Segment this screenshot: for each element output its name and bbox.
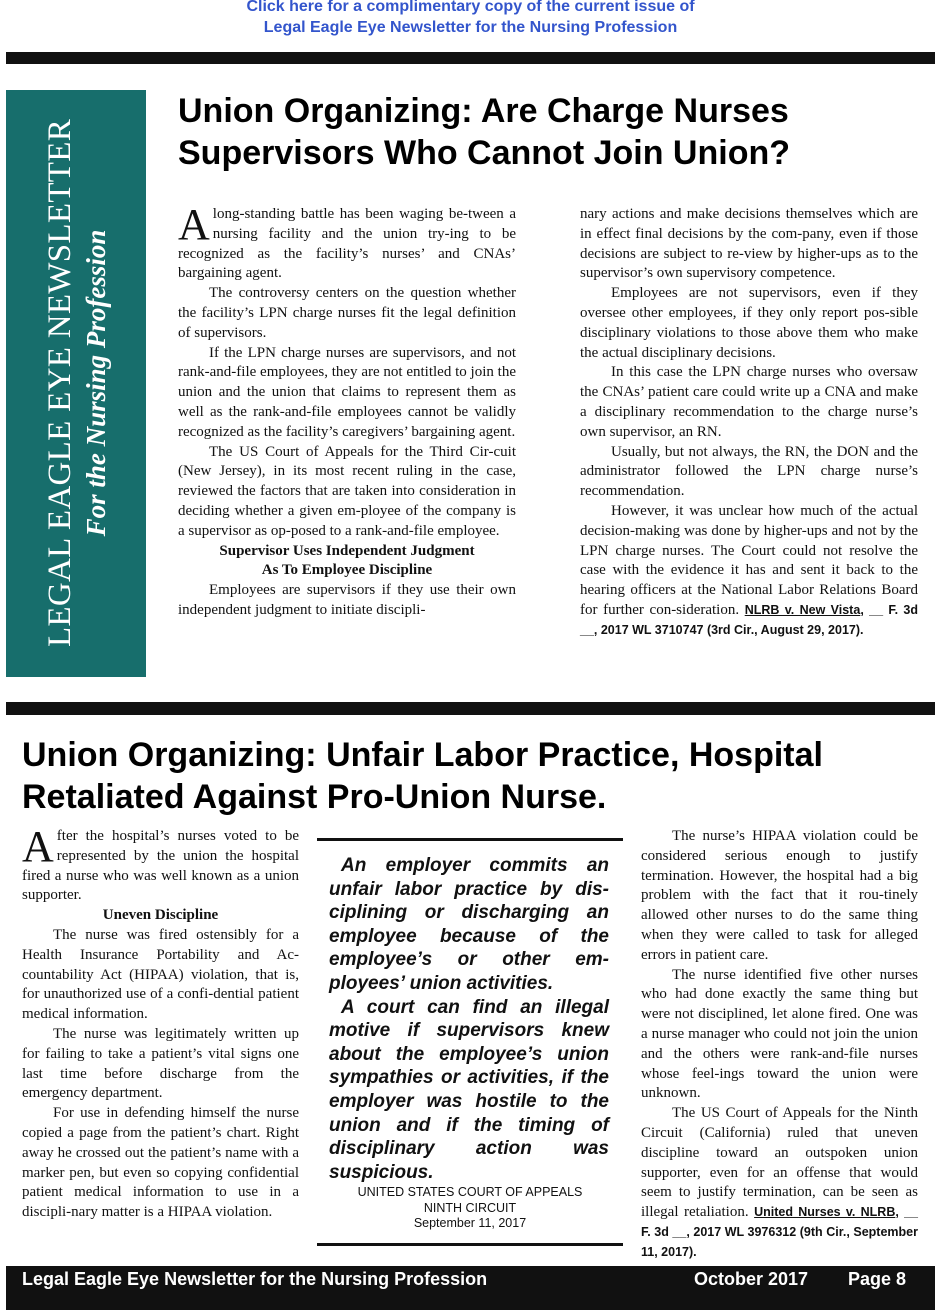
- pull-quote-box: [317, 838, 623, 1246]
- article1-paragraph: The US Court of Appeals for the Third Cir-cuit (New Jersey), in its most recent ruling in the case, reviewed the factors that are taken into consideration in deciding whether a given em-ployee of the company is a supervisor as op-posed to a rank-and-file employee.: [178, 443, 516, 539]
- article2-column-3: [641, 827, 918, 1263]
- article2-citation-rest: , __ F. 3d __, 2017 WL 3976312 (9th Cir., September 11, 2017).: [641, 1205, 918, 1259]
- article1-paragraph: If the LPN charge nurses are supervisors, and not rank-and-file employees, they are not entitled to join the union and the union that claims to represent them as well as the rank-and-file employees cannot be validly recognized as the facility’s caregivers’ bargaining agent.: [178, 344, 516, 440]
- article1-headline-line1: Union Organizing: Are Charge Nurses: [178, 92, 789, 130]
- page-footer: [6, 1266, 935, 1310]
- footer-publication: Legal Eagle Eye Newsletter for the Nursing Profession: [22, 1269, 488, 1289]
- pull-quote-paragraph: A court can find an illegal motive if supervisors knew about the employee’s union sympathies or activities, if the employer was hostile to the union and if the timing of disciplinary action was suspicious.: [329, 996, 609, 1183]
- article2-final-paragraph: The US Court of Appeals for the Ninth Circuit (California) ruled that uneven discipline toward an outspoken union supporter, even for an offense that would seem to justify termination, can be seen as illegal retaliation.: [641, 1105, 918, 1221]
- sidebar-title: LEGAL EAGLE EYE NEWSLETTER: [42, 118, 78, 648]
- article2-dropcap: A: [22, 822, 54, 871]
- article2-column-1: [22, 822, 299, 1223]
- article2-paragraph: [641, 1104, 918, 1262]
- sidebar-masthead: [40, 103, 112, 663]
- footer-page-number: Page 8: [848, 1269, 907, 1289]
- article2-paragraph: The nurse was legitimately written up for failing to take a patient’s vital signs one last time before discharge from the emergency department.: [22, 1025, 299, 1102]
- article2-paragraph: The nurse’s HIPAA violation could be considered serious enough to justify termination. However, the hospital had a big problem with the fact that it rou-tinely allowed other nurses to do the same thing when they were called to task for alleged errors in patient care.: [641, 828, 918, 963]
- article1-paragraph: nary actions and make decisions themselves which are in effect final decisions by the com-pany, even if those decisions are subject to re-view by higher-ups as to the supervisor’s own supervisory competence.: [580, 206, 918, 282]
- article1-column-2: [580, 205, 918, 641]
- article2-paragraph: fter the hospital’s nurses voted to be represented by the union the hospital fired a nurse who was well known as a union supporter.: [22, 828, 299, 904]
- article1-headline-line2: Supervisors Who Cannot Join Union?: [178, 134, 790, 172]
- article1-paragraph: [580, 502, 918, 641]
- article2-subheading: Uneven Discipline: [102, 907, 219, 924]
- pull-quote-paragraph: An employer commits an unfair labor practice by dis-ciplining or discharging an employee because of the employee’s or other em-ployees’ union activities.: [329, 855, 609, 994]
- top-rule: [6, 52, 935, 64]
- article1-subheading: [178, 542, 516, 582]
- sidebar-subtitle: For the Nursing Profession: [81, 229, 111, 537]
- pull-quote-source: [317, 1185, 623, 1232]
- article1-paragraph: The controversy centers on the question whether the facility’s LPN charge nurses fit the legal definition of supervisors.: [178, 285, 516, 341]
- complimentary-copy-link[interactable]: [0, 0, 941, 38]
- footer-date: October 2017: [694, 1269, 809, 1289]
- quote-source-circuit: NINTH CIRCUIT: [423, 1200, 517, 1215]
- article2-paragraph: The nurse identified five other nurses who had done exactly the same thing but were not disciplined, let alone fired. One was a nurse manager who could not join the union and the others were rank-and-file nurses whose feel-ings toward the union were unknown.: [641, 966, 918, 1102]
- article1-paragraph: long-standing battle has been waging be-tween a nursing facility and the union try-ing to be recognized as the facility’s nurses’ and CNAs’ bargaining agent.: [178, 206, 516, 282]
- article1-final-paragraph: However, it was unclear how much of the actual decision-making was done by higher-ups and not by the LPN charge nurses. The Court could not resolve the case with the evidence it has and sent it back to the hearing officers at the National Labor Relations Board for further con-sideration.: [580, 502, 918, 618]
- quote-source-date: September 11, 2017: [413, 1216, 527, 1230]
- article1-dropcap: A: [178, 200, 210, 249]
- article1-citation-rest: , __ F. 3d __, 2017 WL 3710747 (3rd Cir., August 29, 2017).: [580, 602, 919, 637]
- article2-headline-line2: Retaliated Against Pro-Union Nurse.: [22, 778, 607, 816]
- article1-subheading-line1: Supervisor Uses Independent Judgment: [219, 542, 475, 559]
- article2-headline-line1: Union Organizing: Unfair Labor Practice, Hospital: [22, 736, 823, 774]
- article2-paragraph: The nurse was fired ostensibly for a Health Insurance Portability and Ac-countability Act (HIPAA) violation, that is, for unauthorized use of a confi-dential patient medical information.: [22, 926, 299, 1023]
- article1-case-name: NLRB v. New Vista: [744, 602, 861, 617]
- pull-quote: [329, 854, 609, 1184]
- article1-paragraph: Usually, but not always, the RN, the DON and the administrator followed the LPN charge nurse’s recommendation.: [580, 443, 918, 500]
- quote-source-court: UNITED STATES COURT OF APPEALS: [357, 1185, 583, 1199]
- article1-paragraph: In this case the LPN charge nurses who oversaw the CNAs’ patient care could write up a CNA and make a disciplinary recommendation to the charge nurse’s own supervisor, an RN.: [580, 364, 918, 440]
- article1-paragraph: Employees are supervisors if they use their own independent judgment to initiate discipli-: [178, 582, 516, 618]
- newsletter-sidebar: [6, 90, 146, 677]
- article2-paragraph: For use in defending himself the nurse copied a page from the patient’s chart. Right away he crossed out the patient’s name with a marker pen, but even so copying confidential patient medical information to use in a discipli-nary matter is a HIPAA violation.: [22, 1105, 299, 1221]
- article1-paragraph: Employees are not supervisors, even if they oversee other employees, if they only report pos-sible disciplinary violations to those above them who make the actual disciplinary decisions.: [580, 285, 918, 361]
- article2-case-name: United Nurses v. NLRB: [754, 1205, 896, 1220]
- article1-column-1: [178, 200, 516, 621]
- article1-subheading-line2: As To Employee Discipline: [261, 562, 433, 579]
- article1-headline: [178, 90, 918, 174]
- promo-line-1: Click here for a complimentary copy of the current issue of: [246, 0, 695, 15]
- promo-line-2: Legal Eagle Eye Newsletter for the Nursing Profession: [263, 19, 678, 36]
- middle-rule: [6, 702, 935, 715]
- article2-headline: [22, 734, 934, 818]
